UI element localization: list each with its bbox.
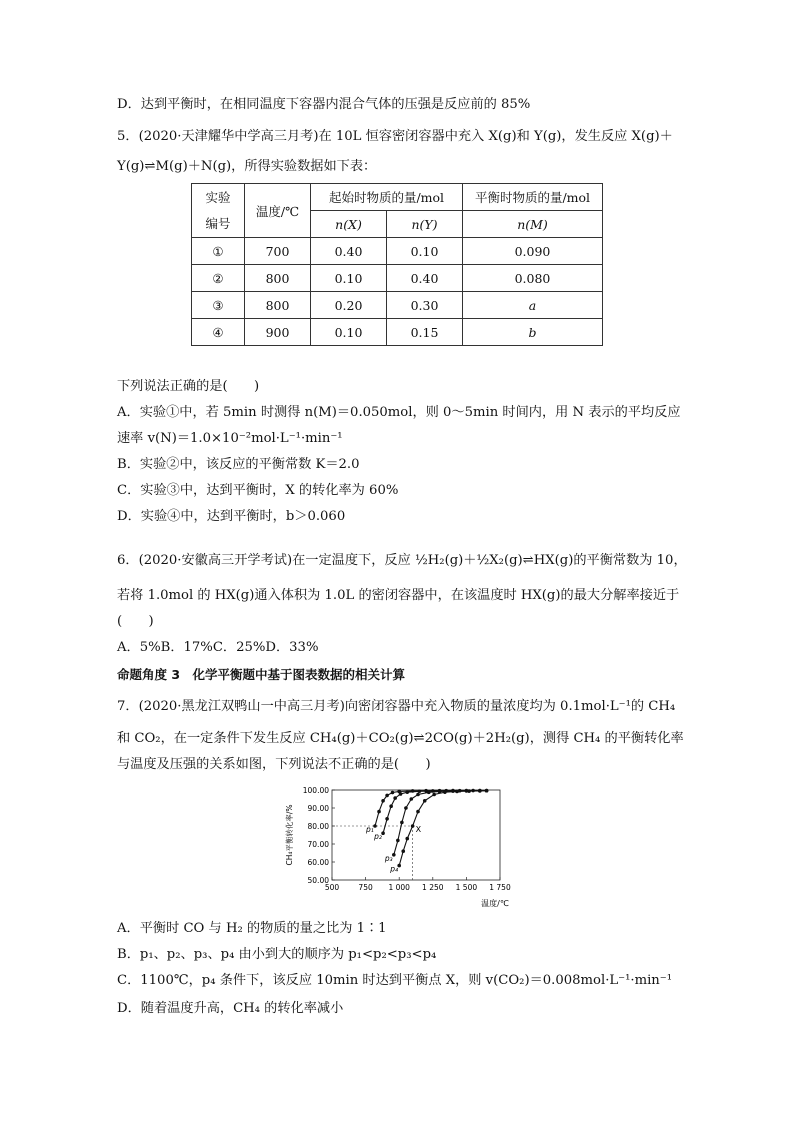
data-point: [411, 824, 415, 828]
data-point: [377, 810, 381, 814]
series-label-1: p₁: [366, 825, 374, 834]
y-tick-label: 90.00: [307, 804, 329, 813]
cell: 0.10: [387, 238, 463, 265]
series-line-3: [394, 791, 487, 855]
cell: 800: [245, 265, 311, 292]
y-tick-label: 100.00: [302, 786, 329, 795]
experiment-table: [191, 183, 603, 346]
y-tick-label: 70.00: [307, 840, 329, 849]
q5-option-a1: A．实验①中，若 5min 时测得 n(M)＝0.050mol，则 0～5min 时间内，用 N 表示的平均反应: [117, 405, 681, 420]
y-tick-label: 50.00: [307, 876, 329, 885]
q5-stem-2: Y(g)⇌M(g)＋N(g)，所得实验数据如下表：: [117, 159, 377, 174]
x-tick-label: 1 500: [455, 883, 478, 892]
q5-question: 下列说法正确的是( ): [117, 379, 260, 394]
data-point: [385, 794, 389, 798]
plot-frame: [332, 790, 500, 880]
cell: 700: [245, 238, 311, 265]
data-point: [423, 799, 427, 803]
data-point: [455, 790, 459, 794]
q6-stem-2: 若将 1.0mol 的 HX(g)通入体积为 1.0L 的密闭容器中，在该温度时 HX(g)的最大分解率接近于: [117, 588, 680, 603]
q6-options: A．5%B．17%C．25%D．33%: [117, 640, 319, 655]
q7-option-b: B．p₁、p₂、p₃、p₄ 由小到大的顺序为 p₁<p₂<p₃<p₄: [117, 947, 437, 962]
q6-stem-1: 6．(2020·安徽高三开学考试)在一定温度下，反应 ½H₂(g)＋½X₂(g)⇌HX(g)的平衡常数为 10，: [117, 553, 687, 568]
chart-axes: [332, 790, 500, 880]
th-exp: 实验 编号: [192, 184, 245, 238]
q5-option-b: B．实验②中，该反应的平衡常数 K＝2.0: [117, 457, 360, 472]
cell: 0.080: [463, 265, 603, 292]
y-tick-label: 60.00: [307, 858, 329, 867]
cell: 0.40: [311, 238, 387, 265]
table-row: [192, 319, 603, 346]
cell: a: [463, 292, 603, 319]
data-point: [405, 790, 409, 794]
cell: 0.40: [387, 265, 463, 292]
point-x-label: X: [415, 825, 422, 834]
cell: 900: [245, 319, 311, 346]
q5-option-c: C．实验③中，达到平衡时，X 的转化率为 60%: [117, 483, 399, 498]
ch4-conversion-chart: [280, 780, 520, 912]
q5-stem-1: 5．(2020·天津耀华中学高三月考)在 10L 恒容密闭容器中充入 X(g)和 Y(g)，发生反应 X(g)＋: [117, 129, 673, 144]
data-point: [478, 789, 482, 793]
series-line-2: [383, 791, 487, 834]
cell: 0.090: [463, 238, 603, 265]
th-nM: n(M): [463, 211, 603, 238]
data-point: [399, 792, 403, 796]
data-point: [485, 789, 489, 793]
q7-stem-2: 和 CO₂，在一定条件下发生反应 CH₄(g)＋CO₂(g)⇌2CO(g)＋2H₂(g)，测得 CH₄ 的平衡转化率: [117, 731, 684, 746]
th-temp: 温度/℃: [245, 184, 311, 238]
data-point: [400, 821, 404, 825]
data-point: [416, 810, 420, 814]
y-axis-title: CH₄平衡转化率/%: [285, 804, 294, 866]
th-eq: 平衡时物质的量/mol: [463, 184, 603, 211]
cell: ②: [192, 265, 245, 292]
chart-guides: [332, 826, 413, 880]
table-row: [192, 292, 603, 319]
data-point: [381, 799, 385, 803]
section-heading: 命题角度 3 化学平衡题中基于图表数据的相关计算: [117, 667, 406, 682]
series-label-4: p₄: [390, 864, 398, 874]
q6-stem-3: ( ): [117, 614, 154, 629]
x-axis-title: 温度/℃: [481, 899, 509, 908]
y-tick-label: 80.00: [307, 822, 329, 831]
data-point: [467, 789, 471, 793]
q7-option-a: A．平衡时 CO 与 H₂ 的物质的量之比为 1∶1: [117, 921, 387, 936]
series-label-2: p₂: [374, 832, 382, 842]
q7-stem-3: 与温度及压强的关系如图，下列说法不正确的是( ): [117, 757, 431, 772]
cell: 0.10: [311, 319, 387, 346]
x-tick-label: 500: [324, 883, 340, 892]
cell: 0.20: [311, 292, 387, 319]
cell: ③: [192, 292, 245, 319]
cell: 0.10: [311, 265, 387, 292]
th-nY: n(Y): [387, 211, 463, 238]
data-point: [427, 791, 431, 795]
data-point: [418, 789, 422, 793]
data-point: [393, 796, 397, 800]
q7-stem-1: 7．(2020·黑龙江双鸭山一中高三月考)向密闭容器中充入物质的量浓度均为 0.1mol·L⁻¹的 CH₄: [117, 699, 676, 714]
chart-labels: [284, 786, 511, 908]
q7-option-d: D．随着温度升高，CH₄ 的转化率减小: [117, 1001, 344, 1016]
x-tick-label: 1 750: [489, 883, 511, 892]
q5-option-a2: 速率 v(N)＝1.0×10⁻²mol·L⁻¹·min⁻¹: [117, 431, 343, 446]
cell: ①: [192, 238, 245, 265]
cell: 800: [245, 292, 311, 319]
cell: 0.30: [387, 292, 463, 319]
data-point: [416, 793, 420, 797]
q5-option-d: D．实验④中，达到平衡时，b＞0.060: [117, 509, 346, 524]
data-point: [409, 797, 413, 801]
data-point: [401, 849, 405, 853]
series-label-3: p₃: [384, 853, 393, 863]
x-tick-label: 1 000: [388, 883, 410, 892]
x-tick-label: 1 250: [422, 883, 444, 892]
table-row: [192, 238, 603, 265]
table-row: [192, 265, 603, 292]
th-nX: n(X): [311, 211, 387, 238]
cell: ④: [192, 319, 245, 346]
data-point: [391, 791, 395, 795]
th-init: 起始时物质的量/mol: [311, 184, 463, 211]
data-point: [405, 837, 409, 841]
cell: 0.15: [387, 319, 463, 346]
data-point: [396, 839, 400, 843]
q4-option-d: D．达到平衡时，在相同温度下容器内混合气体的压强是反应前的 85%: [117, 97, 531, 112]
q7-option-c: C．1100℃，p₄ 条件下，该反应 10min 时达到平衡点 X，则 v(CO₂)＝0.008mol·L⁻¹·min⁻¹: [117, 973, 673, 988]
data-point: [443, 790, 447, 794]
data-point: [404, 806, 408, 810]
cell: b: [463, 319, 603, 346]
x-tick-label: 750: [358, 883, 373, 892]
data-point: [432, 793, 436, 797]
data-point: [385, 817, 389, 821]
data-point: [389, 804, 393, 808]
series-line-4: [399, 791, 486, 866]
